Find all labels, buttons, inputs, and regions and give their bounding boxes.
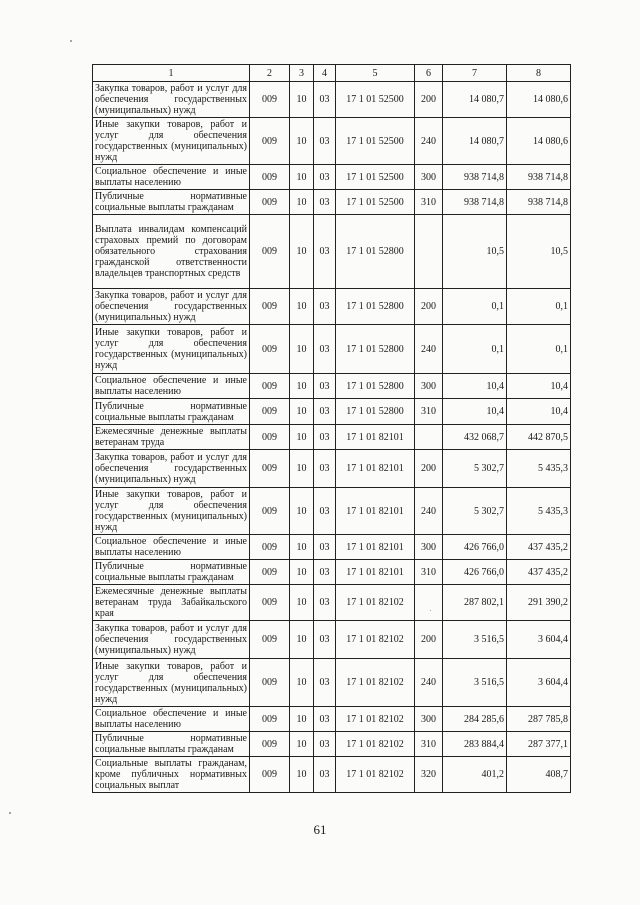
- row-description: Публичные нормативные социальные выплаты гражданам: [93, 732, 250, 757]
- target-article-code: 17 1 01 52800: [336, 325, 415, 374]
- section-code: 10: [290, 659, 314, 707]
- row-description: Социальное обеспечение и иные выплаты населению: [93, 707, 250, 732]
- section-code: 10: [290, 374, 314, 399]
- table-row: [93, 82, 571, 118]
- row-description: Закупка товаров, работ и услуг для обеспечения государственных (муниципальных) нужд: [93, 450, 250, 488]
- row-description: Иные закупки товаров, работ и услуг для обеспечения государственных (муниципальных) нужд: [93, 659, 250, 707]
- subsection-code: 03: [314, 450, 336, 488]
- section-code: 10: [290, 325, 314, 374]
- target-article-code: 17 1 01 52500: [336, 190, 415, 215]
- subsection-code: 03: [314, 659, 336, 707]
- table-row: [93, 425, 571, 450]
- target-article-code: 17 1 01 52800: [336, 215, 415, 289]
- table-row: [93, 585, 571, 621]
- ministry-code: 009: [250, 585, 290, 621]
- ministry-code: 009: [250, 399, 290, 425]
- section-code: 10: [290, 621, 314, 659]
- ministry-code: 009: [250, 488, 290, 535]
- subsection-code: 03: [314, 488, 336, 535]
- column-header: 8: [507, 65, 571, 82]
- amount-year-2: 0,1: [507, 289, 571, 325]
- section-code: 10: [290, 560, 314, 585]
- expense-type-code: 200: [415, 450, 443, 488]
- target-article-code: 17 1 01 52800: [336, 399, 415, 425]
- target-article-code: 17 1 01 82102: [336, 732, 415, 757]
- section-code: 10: [290, 118, 314, 165]
- table-row: [93, 659, 571, 707]
- column-header: 3: [290, 65, 314, 82]
- table-row: [93, 488, 571, 535]
- amount-year-1: 938 714,8: [443, 165, 507, 190]
- target-article-code: 17 1 01 52500: [336, 118, 415, 165]
- column-header: 7: [443, 65, 507, 82]
- amount-year-2: 5 435,3: [507, 488, 571, 535]
- table-header-row: [93, 65, 571, 82]
- subsection-code: 03: [314, 118, 336, 165]
- ministry-code: 009: [250, 190, 290, 215]
- subsection-code: 03: [314, 190, 336, 215]
- row-description: Ежемесячные денежные выплаты ветеранам труда Забайкальского края: [93, 585, 250, 621]
- amount-year-2: 437 435,2: [507, 560, 571, 585]
- amount-year-2: 5 435,3: [507, 450, 571, 488]
- budget-table: [92, 64, 571, 793]
- row-description: Закупка товаров, работ и услуг для обеспечения государственных (муниципальных) нужд: [93, 289, 250, 325]
- amount-year-2: 408,7: [507, 757, 571, 793]
- ministry-code: 009: [250, 757, 290, 793]
- amount-year-1: 938 714,8: [443, 190, 507, 215]
- ministry-code: 009: [250, 165, 290, 190]
- row-description: Социальное обеспечение и иные выплаты населению: [93, 374, 250, 399]
- table-row: [93, 399, 571, 425]
- subsection-code: 03: [314, 707, 336, 732]
- expense-type-code: 200: [415, 621, 443, 659]
- expense-type-code: 310: [415, 732, 443, 757]
- expense-type-code: 320: [415, 757, 443, 793]
- section-code: 10: [290, 82, 314, 118]
- subsection-code: 03: [314, 757, 336, 793]
- amount-year-2: 14 080,6: [507, 118, 571, 165]
- amount-year-1: 432 068,7: [443, 425, 507, 450]
- amount-year-1: 0,1: [443, 325, 507, 374]
- budget-table-container: [92, 64, 570, 793]
- subsection-code: 03: [314, 535, 336, 560]
- amount-year-1: 10,4: [443, 399, 507, 425]
- target-article-code: 17 1 01 82101: [336, 450, 415, 488]
- target-article-code: 17 1 01 82101: [336, 560, 415, 585]
- table-row: [93, 374, 571, 399]
- subsection-code: 03: [314, 732, 336, 757]
- row-description: Публичные нормативные социальные выплаты гражданам: [93, 560, 250, 585]
- row-description: Выплата инвалидам компенсаций страховых премий по договорам обязательного страхования гражданской ответственности владельцев транспортных средств: [93, 215, 250, 289]
- amount-year-1: 287 802,1: [443, 585, 507, 621]
- subsection-code: 03: [314, 560, 336, 585]
- subsection-code: 03: [314, 425, 336, 450]
- row-description: Ежемесячные денежные выплаты ветеранам труда: [93, 425, 250, 450]
- ministry-code: 009: [250, 374, 290, 399]
- subsection-code: 03: [314, 399, 336, 425]
- ministry-code: 009: [250, 535, 290, 560]
- amount-year-1: 401,2: [443, 757, 507, 793]
- scan-speck: [430, 610, 431, 611]
- ministry-code: 009: [250, 560, 290, 585]
- column-header: 2: [250, 65, 290, 82]
- row-description: Публичные нормативные социальные выплаты гражданам: [93, 190, 250, 215]
- expense-type-code: 300: [415, 535, 443, 560]
- expense-type-code: 310: [415, 560, 443, 585]
- expense-type-code: 240: [415, 659, 443, 707]
- ministry-code: 009: [250, 289, 290, 325]
- amount-year-1: 426 766,0: [443, 560, 507, 585]
- target-article-code: 17 1 01 82101: [336, 488, 415, 535]
- row-description: Закупка товаров, работ и услуг для обеспечения государственных (муниципальных) нужд: [93, 82, 250, 118]
- target-article-code: 17 1 01 52500: [336, 165, 415, 190]
- expense-type-code: 200: [415, 289, 443, 325]
- amount-year-1: 10,4: [443, 374, 507, 399]
- ministry-code: 009: [250, 82, 290, 118]
- table-row: [93, 289, 571, 325]
- table-row: [93, 118, 571, 165]
- target-article-code: 17 1 01 82101: [336, 535, 415, 560]
- expense-type-code: 300: [415, 707, 443, 732]
- expense-type-code: 240: [415, 325, 443, 374]
- amount-year-2: 287 785,8: [507, 707, 571, 732]
- amount-year-2: 938 714,8: [507, 190, 571, 215]
- row-description: Иные закупки товаров, работ и услуг для обеспечения государственных (муниципальных) нужд: [93, 488, 250, 535]
- subsection-code: 03: [314, 165, 336, 190]
- expense-type-code: 310: [415, 190, 443, 215]
- target-article-code: 17 1 01 82102: [336, 707, 415, 732]
- amount-year-1: 0,1: [443, 289, 507, 325]
- row-description: Публичные нормативные социальные выплаты гражданам: [93, 399, 250, 425]
- table-row: [93, 757, 571, 793]
- target-article-code: 17 1 01 52500: [336, 82, 415, 118]
- ministry-code: 009: [250, 118, 290, 165]
- scan-speck: [70, 40, 72, 42]
- amount-year-1: 284 285,6: [443, 707, 507, 732]
- amount-year-2: 3 604,4: [507, 659, 571, 707]
- section-code: 10: [290, 165, 314, 190]
- table-row: [93, 621, 571, 659]
- amount-year-2: 10,5: [507, 215, 571, 289]
- subsection-code: 03: [314, 215, 336, 289]
- section-code: 10: [290, 535, 314, 560]
- ministry-code: 009: [250, 450, 290, 488]
- row-description: Социальные выплаты гражданам, кроме публичных нормативных социальных выплат: [93, 757, 250, 793]
- amount-year-1: 283 884,4: [443, 732, 507, 757]
- expense-type-code: 300: [415, 374, 443, 399]
- amount-year-1: 10,5: [443, 215, 507, 289]
- row-description: Социальное обеспечение и иные выплаты населению: [93, 535, 250, 560]
- subsection-code: 03: [314, 82, 336, 118]
- expense-type-code: [415, 425, 443, 450]
- section-code: 10: [290, 488, 314, 535]
- amount-year-1: 5 302,7: [443, 488, 507, 535]
- subsection-code: 03: [314, 374, 336, 399]
- amount-year-2: 938 714,8: [507, 165, 571, 190]
- expense-type-code: 240: [415, 118, 443, 165]
- table-row: [93, 165, 571, 190]
- table-row: [93, 560, 571, 585]
- target-article-code: 17 1 01 52800: [336, 289, 415, 325]
- row-description: Иные закупки товаров, работ и услуг для обеспечения государственных (муниципальных) нужд: [93, 118, 250, 165]
- ministry-code: 009: [250, 215, 290, 289]
- ministry-code: 009: [250, 707, 290, 732]
- amount-year-1: 14 080,7: [443, 118, 507, 165]
- table-row: [93, 325, 571, 374]
- amount-year-1: 426 766,0: [443, 535, 507, 560]
- expense-type-code: 200: [415, 82, 443, 118]
- section-code: 10: [290, 425, 314, 450]
- section-code: 10: [290, 732, 314, 757]
- amount-year-1: 3 516,5: [443, 621, 507, 659]
- amount-year-2: 291 390,2: [507, 585, 571, 621]
- section-code: 10: [290, 399, 314, 425]
- row-description: Иные закупки товаров, работ и услуг для обеспечения государственных (муниципальных) нужд: [93, 325, 250, 374]
- amount-year-1: 5 302,7: [443, 450, 507, 488]
- table-row: [93, 215, 571, 289]
- ministry-code: 009: [250, 325, 290, 374]
- target-article-code: 17 1 01 82102: [336, 659, 415, 707]
- subsection-code: 03: [314, 585, 336, 621]
- section-code: 10: [290, 450, 314, 488]
- table-row: [93, 190, 571, 215]
- section-code: 10: [290, 585, 314, 621]
- expense-type-code: [415, 585, 443, 621]
- amount-year-2: 10,4: [507, 399, 571, 425]
- target-article-code: 17 1 01 82101: [336, 425, 415, 450]
- expense-type-code: 310: [415, 399, 443, 425]
- section-code: 10: [290, 289, 314, 325]
- section-code: 10: [290, 190, 314, 215]
- section-code: 10: [290, 757, 314, 793]
- column-header: 4: [314, 65, 336, 82]
- subsection-code: 03: [314, 325, 336, 374]
- amount-year-2: 442 870,5: [507, 425, 571, 450]
- amount-year-1: 3 516,5: [443, 659, 507, 707]
- amount-year-2: 10,4: [507, 374, 571, 399]
- table-row: [93, 732, 571, 757]
- expense-type-code: 240: [415, 488, 443, 535]
- column-header: 5: [336, 65, 415, 82]
- ministry-code: 009: [250, 425, 290, 450]
- row-description: Закупка товаров, работ и услуг для обеспечения государственных (муниципальных) нужд: [93, 621, 250, 659]
- amount-year-2: 14 080,6: [507, 82, 571, 118]
- column-header: 6: [415, 65, 443, 82]
- expense-type-code: 300: [415, 165, 443, 190]
- table-row: [93, 707, 571, 732]
- table-body: [93, 65, 571, 793]
- table-row: [93, 450, 571, 488]
- amount-year-2: 0,1: [507, 325, 571, 374]
- section-code: 10: [290, 215, 314, 289]
- amount-year-2: 437 435,2: [507, 535, 571, 560]
- scan-speck: [9, 812, 11, 814]
- amount-year-1: 14 080,7: [443, 82, 507, 118]
- amount-year-2: 287 377,1: [507, 732, 571, 757]
- target-article-code: 17 1 01 82102: [336, 585, 415, 621]
- page-number: 61: [313, 822, 327, 837]
- target-article-code: 17 1 01 82102: [336, 621, 415, 659]
- subsection-code: 03: [314, 289, 336, 325]
- expense-type-code: [415, 215, 443, 289]
- ministry-code: 009: [250, 621, 290, 659]
- ministry-code: 009: [250, 659, 290, 707]
- subsection-code: 03: [314, 621, 336, 659]
- amount-year-2: 3 604,4: [507, 621, 571, 659]
- section-code: 10: [290, 707, 314, 732]
- target-article-code: 17 1 01 82102: [336, 757, 415, 793]
- ministry-code: 009: [250, 732, 290, 757]
- table-row: [93, 535, 571, 560]
- row-description: Социальное обеспечение и иные выплаты населению: [93, 165, 250, 190]
- column-header: 1: [93, 65, 250, 82]
- target-article-code: 17 1 01 52800: [336, 374, 415, 399]
